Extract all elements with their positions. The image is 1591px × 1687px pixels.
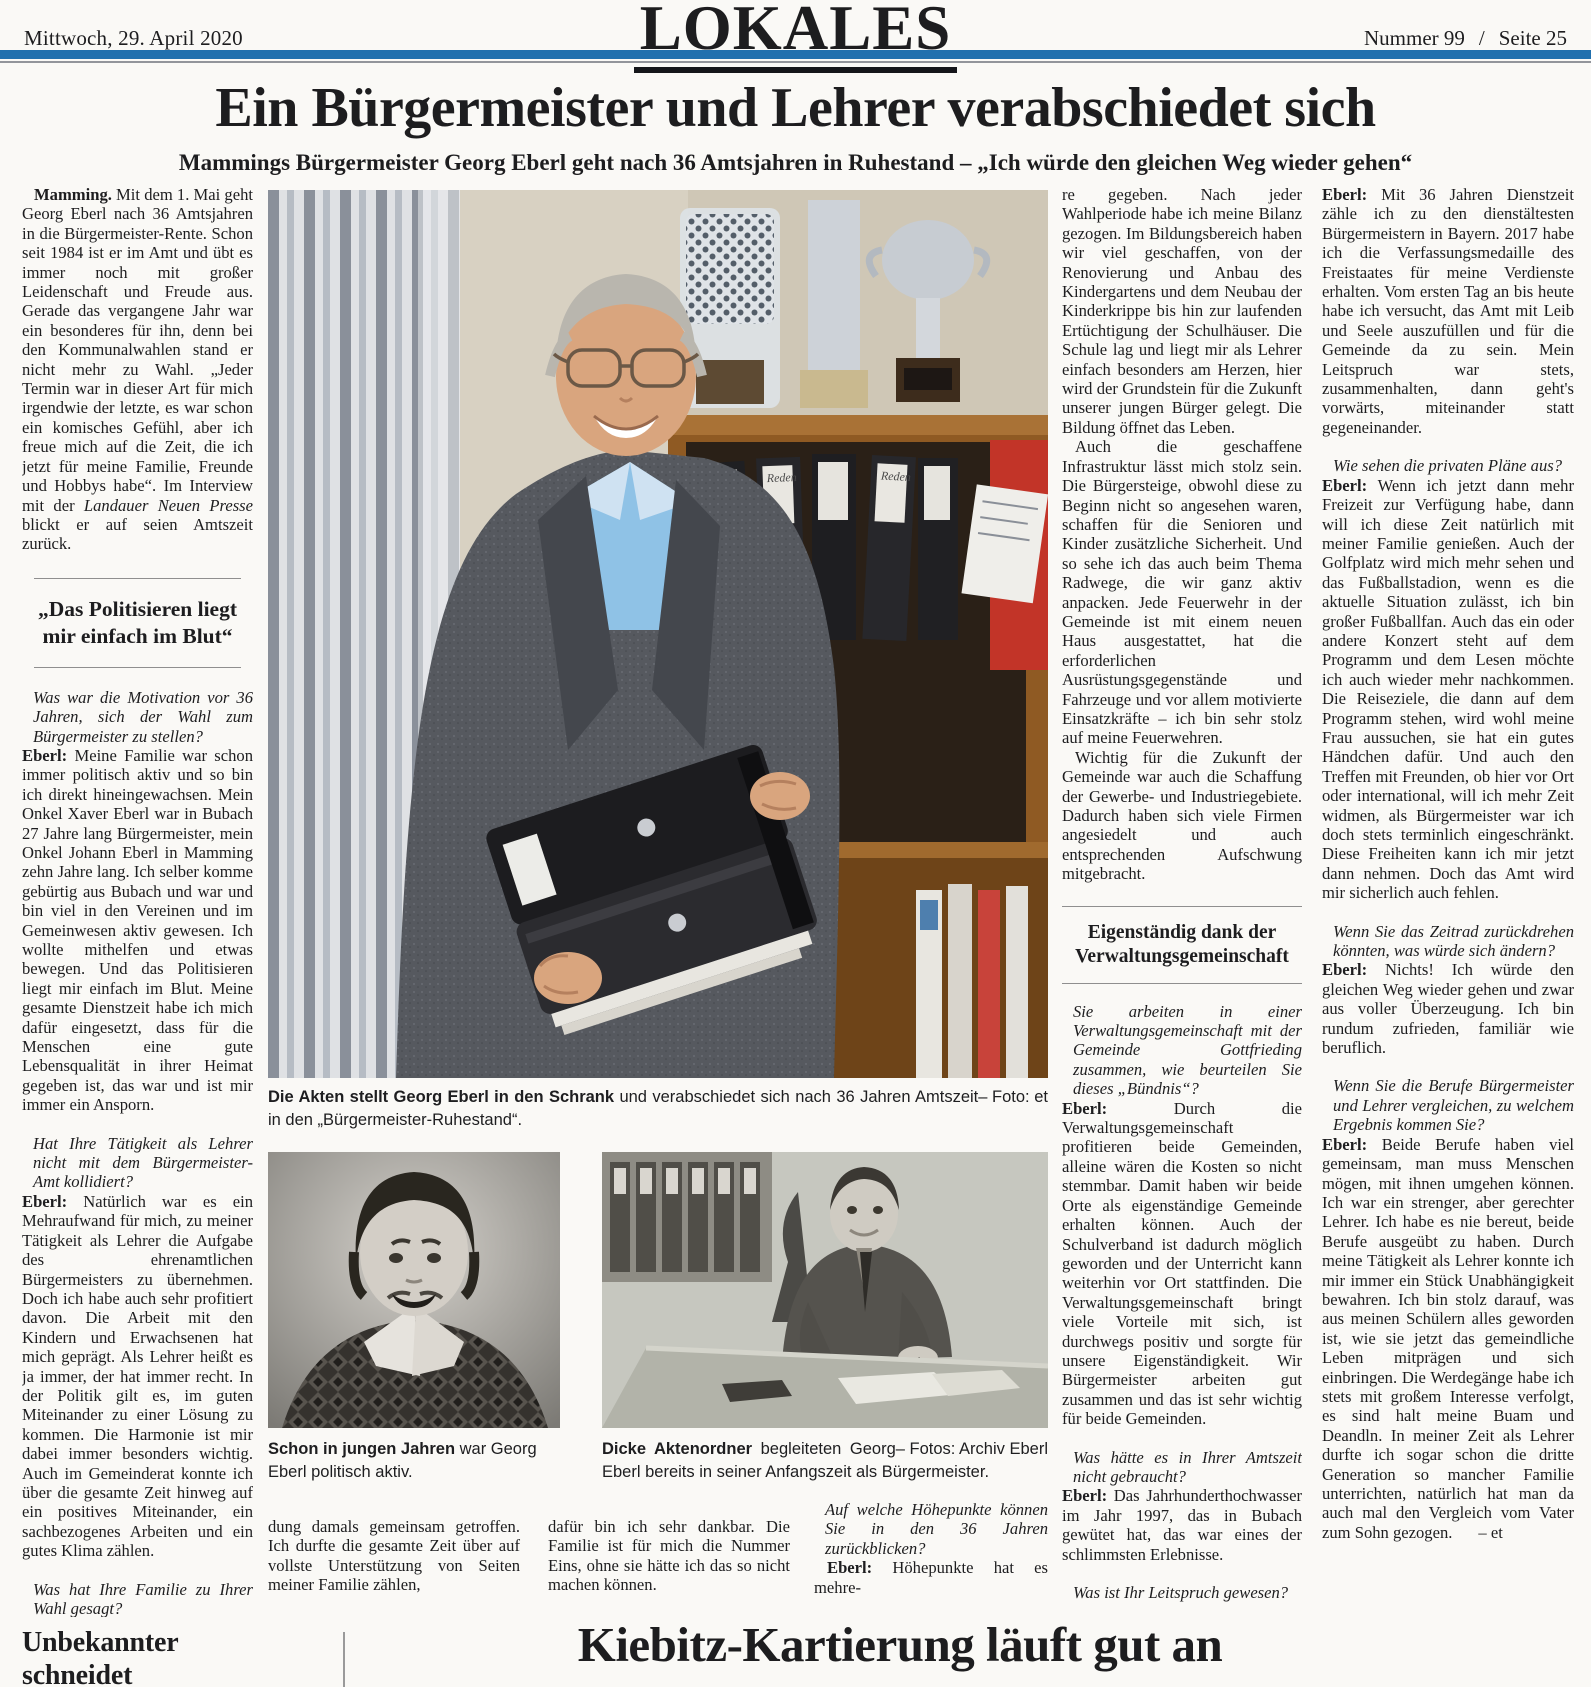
column-1 [22,185,253,1617]
interview-question: Wenn Sie das Zeitrad zurückdrehen könnten, was würde sich ändern? [1333,921,1574,961]
portrait-illustration [268,1152,560,1428]
issue-number: Nummer 99 [1364,26,1465,50]
interview-answer: Eberl: Höhepunkte hat es mehre- [814,1558,1048,1597]
interview-answer: Eberl: Das Jahrhunderthochwasser im Jahr 1997, das in Bubach gewütet hat, das war eines der schlimmsten Erlebnisse. [1062,1486,1302,1564]
article-headline: Ein Bürgermeister und Lehrer verabschiedet sich [215,77,1376,139]
body-paragraph: re gegeben. Nach jeder Wahlperiode habe ich meine Bilanz gezogen. Im Bildungsbereich haben wir viel geschaffen, von der Renovierung und Anbau des Kindergartens und dem Neubau der Kinderkrippe bis hin zur laufenden Ertüchtigung der Schulhäuser. Die Schule lag und liegt mir als Lehrer einfach besonders am Herzen, hier wird der Grundstein für die Zukunft unserer jungen Bürger gelegt. Die Bildung öffnet das Leben. [1062,185,1302,437]
interview-question: Auf welche Höhepunkte können Sie in den 36 Jahren zurückblicken? [825,1500,1048,1558]
binder-spine-label: Reden [880,468,912,485]
main-photo-caption: – Foto: et Die Akten stellt Georg Eberl in den Schrank und verabschiedet sich nach 36 Jahren Amtszeit in den „Bürgermeister-Ruhestand“. [268,1088,1048,1129]
portrait-photo-young [268,1152,560,1428]
section-subhead: Eigenständig dank der Verwaltungsgemeinschaft [1062,906,1302,984]
author-credit: – et [1478,1522,1503,1542]
interview-answer: Eberl: Durch die Verwaltungsgemeinschaft profitieren beide Gemeinden, alleine wären die Kosten so nicht stemmbar. Damit haben wir beide Orte als eigenständige Gemeinde erhalten können. Auch der Schulverband ist dadurch möglich geworden und der Unterricht kann weiterhin vor Ort stattfinden. Die Verwaltungsgemeinschaft bringt viele Vorteile mit sich, ist durchwegs positiv und sorgte für unsere Eigenständigkeit. Wir Bürgermeister arbeiten gut zusammen und das ist sehr wichtig für beide Gemeinden. [1062,1098,1302,1429]
binder-spine-label: Reden [766,470,797,486]
interview-answer: Eberl: Wenn ich jetzt dann mehr Freizeit zur Verfügung habe, dann will ich diese Zeit natürlich mit meiner Familie genießen. Auch der Golfplatz wird mich mehr sehen und das Fußballstadion, wenn es die aktuelle Situation zulässt, ich bin großer Fußballfan. Auch das ein oder andere Konzert steht auf dem Programm und dem Lesen möchte ich auch wieder mehr nachkommen. Die Reiseziele, die dann auf dem Programm stehen, wird wohl meine Frau aussuchen, sie hat ein gutes Händchen dafür. Und auch den Treffen mit Freunden, ob hier vor Ort oder international, will ich mehr Zeit widmen, als Bürgermeister war ich doch stets terminlich eingeschränkt. Diese Freiheiten kann ich mir jetzt dann nehmen. Doch das Amt wird mir sicherlich auch fehlen. [1322,475,1574,903]
column-5 [1322,185,1574,1637]
next-article-headline-center: Kiebitz-Kartierung läuft gut an [577,1617,1223,1672]
interview-question: Was war die Motivation vor 36 Jahren, sich der Wahl zum Bürgermeister zu stellen? [33,687,253,746]
issue-separator: / [1478,26,1485,50]
article-subheadline: Mammings Bürgermeister Georg Eberl geht nach 36 Amtsjahren in Ruhestand – „Ich würde den gleichen Weg wieder gehen“ [178,150,1413,175]
photo-credit: – Fotos: Archiv Eberl [895,1440,1048,1458]
body-paragraph: Auch die geschaffene Infrastruktur lässt mich stolz sein. Die Bürgersteige, obwohl diese zu Beginn nicht so angesehen waren, schaffen für die Senioren und Kinder zusätzliche Sicherheit. Und so sehe ich das auch beim Thema Radwege, die wir ganz aktiv anpacken. Jede Feuerwehr in der Gemeinde ist mit einem neuen Haus ausgestattet, hat die erforderlichen Ausrüstungsgegenstände und Fahrzeuge und vor allem motivierte Einsatzkräfte – ich bin sehr stolz auf meine Feuerwehren. [1062,437,1302,748]
interview-question: Wenn Sie die Berufe Bürgermeister und Lehrer vergleichen, zu welchem Ergebnis kommen Sie? [1333,1076,1574,1135]
section-title: LOKALES [0,0,1591,73]
interview-question: Was ist Ihr Leitspruch gewesen? [1073,1583,1289,1602]
interview-answer: Eberl: Nichts! Ich würde den gleichen Weg wieder gehen und zwar aus voller Überzeugung. Ich bin rundum zufrieden, familiär wie beruflich. [1322,960,1574,1058]
masthead-date: Mittwoch, 29. April 2020 [24,26,243,50]
interview-question: Wie sehen die privaten Pläne aus? [1333,456,1563,476]
interview-answer: Eberl: Natürlich war es ein Mehraufwand für mich, zu meiner Tätigkeit als Lehrer die Aufgabe des ehrenamtlichen Bürgermeisters zu übernehmen. Doch ich habe auch sehr profitiert davon. Die Arbeit mit den Kindern und Erwachsenen hat mich geprägt. Als Lehrer heißt es ja immer, der hat immer recht. In der Politik gilt es, im guten Miteinander zu einer Lösung zu kommen. Die Harmonie ist mir dabei immer besonders wichtig. Auch im Gemeinderat konnte ich über die gesamte Zeit hinweg auf ein positives Miteinander, ein sachbezogenes Arbeiten und ein gutes Klima zählen. [22,1191,253,1561]
main-photo [268,190,1048,1078]
continuation-column-a: dung damals gemeinsam getroffen. Ich durfte die gesamte Zeit über auf vollste Unterstützung von Seiten meiner Familie zählen, [268,1517,520,1595]
interview-question: Was hätte es in Ihrer Amtszeit nicht gebraucht? [1073,1447,1302,1486]
interview-question: Was hat Ihre Familie zu Ihrer Wahl gesagt? [33,1579,253,1617]
body-paragraph: Wichtig für die Zukunft der Gemeinde war auch die Schaffung der Gewerbe- und Industriegebiete. Dadurch haben sich viele Firmen angesiedelt und auch entsprechenden Aufschwung mitgebracht. [1062,747,1302,884]
interview-question: Hat Ihre Tätigkeit als Lehrer nicht mit dem Bürgermeister-Amt kollidiert? [33,1133,253,1192]
desk-photo [602,1152,1048,1428]
pull-quote: „Das Politisieren liegt mir einfach im Blut“ [34,578,242,668]
column-4 [1062,185,1302,1637]
interview-question: Sie arbeiten in einer Verwaltungsgemeinschaft mit der Gemeinde Gottfrieding zusammen, wie beurteilen Sie dieses „Bündnis“? [1073,1001,1302,1099]
desk-caption: – Fotos: Archiv Eberl Dicke Aktenordner begleiteten Georg Eberl bereits in seiner Anfangszeit als Bürgermeister. [602,1440,1048,1481]
column-divider [343,1632,345,1687]
interview-answer: Eberl: Beide Berufe haben viel gemeinsam, man muss Menschen mögen, mit ihnen umgehen können. Ich war ein strenger, aber gerechter Lehrer. Ich habe es nie bereut, beide Berufe ausgeübt zu haben. Durch meine Tätigkeit als Lehrer konnte ich mir immer ein Stück Unabhängigkeit bewahren. Ich bin stolz darauf, was aus meinen Schülern alles geworden ist, wie sie jetzt das gemeindliche Leben mitprägen und sich einbringen. Die Werdegänge habe ich stets mit großem Interesse verfolgt, es sind halt meine Buam und Deandln. In meiner Zeit als Lehrer durfte ich sogar schon die dritte Generation so mancher Familie unterrichten, natürlich hat man da auch mal den Vergleich vom Vater zum Sohn gezogen. – et [1322,1134,1574,1542]
continuation-column-c [814,1500,1048,1597]
newspaper-name: Landauer Neuen Presse [83,495,253,515]
photo-credit: – Foto: et [978,1088,1048,1106]
main-photo-illustration [268,190,1048,1078]
interview-answer: Eberl: Mit 36 Jahren Dienstzeit zähle ich zu den dienstältesten Bürgermeistern in Bayern. 2017 habe ich die Verfassungsmedaille des Freistaates für meine Verdienste erhalten. Vom ersten Tag an bis heute habe ich versucht, das Amt mit Leib und Seele auszufüllen und für die Gemeinde da zu sein. Mein Leitspruch war stets, zusammenhalten, dann geht's vorwärts, miteinander statt gegeneinander. [1322,185,1574,437]
desk-shelf [602,1152,772,1282]
continuation-column-b: dafür bin ich sehr dankbar. Die Familie ist für mich die Nummer Eins, ohne sie hätte ich das so nicht machen können. [548,1517,790,1595]
portrait-caption: Schon in jungen Jahren war Georg Eberl politisch aktiv. [268,1440,537,1481]
interview-answer: Eberl: Meine Familie war schon immer politisch aktiv und so bin ich direkt hineingewachsen. Mein Onkel Xaver Eberl war in Bubach 27 Jahre lang Bürgermeister, mein Onkel Johann Eberl in Mamming zehn Jahre lang. Ich selber komme gebürtig aus Bubach und war und bin viel in den Vereinen und im Gemeinwesen aktiv gewesen. Ich wollte mithelfen und etwas bewegen. Und das Politisieren liegt mir einfach im Blut. Meine gesamte Dienstzeit habe ich mich dafür eingesetzt, dass für die Menschen eine gute Lebensqualität in ihrer Heimat gegeben ist, das war und ist mir immer ein Ansporn. [22,745,253,1115]
next-article-headline-left: Unbekannter schneidet [22,1627,178,1687]
desk-illustration [602,1152,1048,1428]
photo-books [916,884,1028,1078]
intro-paragraph: Mamming. Mit dem 1. Mai geht Georg Eberl nach 36 Amtsjahren in die Bürgermeister-Rente. Schon seit 1984 ist er im Amt und übt es immer noch mit großer Leidenschaft und Freude aus. Gerade das vergangene Jahr war ein besonderes für ihn, denn bei den Kommunalwahlen stand er nicht mehr zu Wahl. „Jeder Termin war in dieser Art für mich irgendwie der letzte, es war schon ein komisches Gefühl, aber ich freue mich auf die Zeit, die ich jetzt für meine Familie, Freunde und Hobbys habe“. Im Interview mit der Landauer Neuen Presse blickt er auf seien Amtszeit zurück. [22,185,253,554]
page-number: Seite 25 [1498,26,1567,50]
